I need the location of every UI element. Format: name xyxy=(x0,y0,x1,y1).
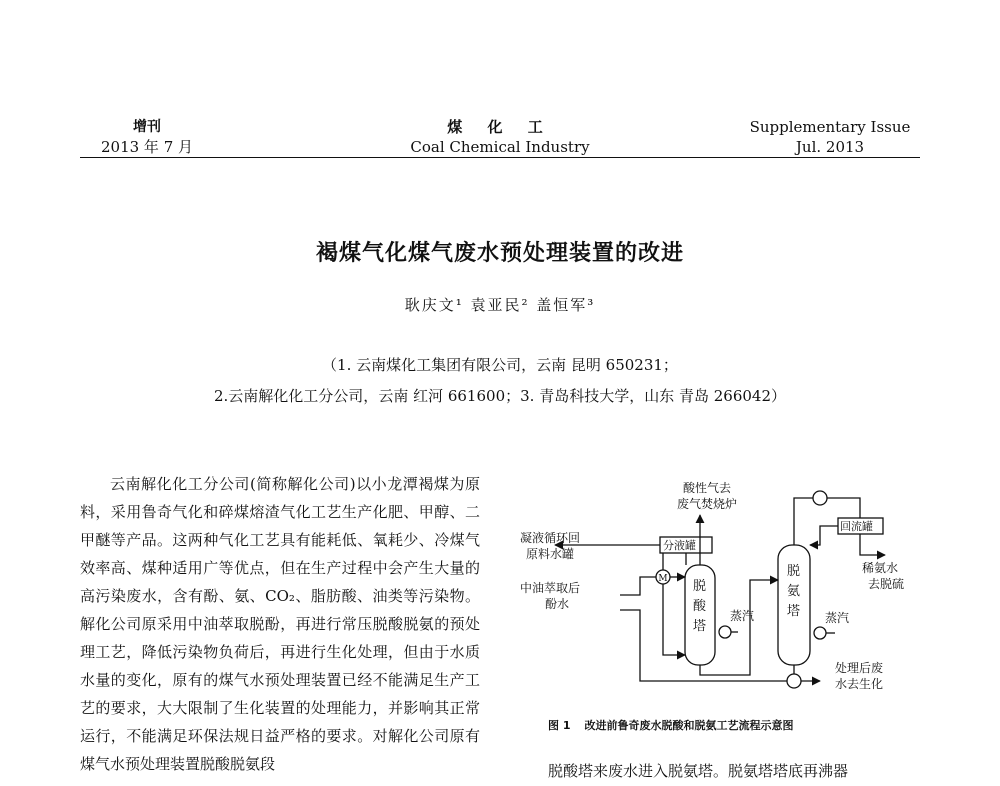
header-left xyxy=(92,117,202,157)
affiliation-1: （1. 云南煤化工集团有限公司，云南 昆明 650231； xyxy=(322,356,678,374)
label-acid-gas-2: 废气焚烧炉 xyxy=(677,497,738,511)
article-authors: 耿庆文¹ 袁亚民² 盖恒军³ xyxy=(404,296,596,314)
label-ammonia-2: 去脱硫 xyxy=(868,577,905,591)
affiliation-2: 2.云南解化化工分公司，云南 红河 661600；3. 青岛科技大学，山东 青岛 266042） xyxy=(214,387,786,405)
label-treated-2: 水去生化 xyxy=(835,677,884,691)
body-column-right: 脱酸塔来废水进入脱氨塔。脱氨塔塔底再沸器 xyxy=(548,762,849,780)
label-deacid-1: 脱 xyxy=(693,579,707,594)
article-title: 褐煤气化煤气废水预处理装置的改进 xyxy=(315,241,684,266)
date-en: Jul. 2013 xyxy=(795,138,865,156)
process-flow-diagram xyxy=(520,470,940,720)
reboiler-1-icon xyxy=(719,626,731,638)
header-rule xyxy=(80,157,920,158)
body-column-left xyxy=(80,470,480,786)
header-right xyxy=(740,117,920,157)
bottom-exchanger-icon xyxy=(787,674,801,688)
label-deammonia-3: 塔 xyxy=(787,604,801,619)
label-deammonia-2: 氨 xyxy=(787,584,801,599)
label-feed-1: 中油萃取后 xyxy=(520,581,581,595)
label-reflux-tank: 回流罐 xyxy=(840,520,873,533)
label-treated-1: 处理后废 xyxy=(835,661,884,675)
m-symbol: M xyxy=(658,574,668,584)
journal-cn: 煤 化 工 xyxy=(447,118,553,136)
label-acid-gas-1: 酸性气去 xyxy=(683,481,732,495)
condenser-icon xyxy=(813,491,827,505)
label-separator: 分液罐 xyxy=(663,539,696,552)
label-deammonia-1: 脱 xyxy=(787,564,801,579)
date-cn: 2013 年 7 月 xyxy=(100,138,194,156)
label-feed-2: 酚水 xyxy=(545,597,570,611)
label-steam-1: 蒸汽 xyxy=(730,609,755,623)
label-condensate-1: 凝液循环回 xyxy=(520,531,581,545)
figure-caption xyxy=(548,717,928,733)
issue-en: Supplementary Issue xyxy=(749,118,911,136)
label-ammonia-1: 稀氨水 xyxy=(862,561,899,575)
label-deacid-2: 酸 xyxy=(693,599,707,614)
caption-number: 图 1 xyxy=(548,719,571,732)
issue-cn: 增刊 xyxy=(133,119,161,135)
label-deacid-3: 塔 xyxy=(693,619,707,634)
header-center xyxy=(380,117,620,157)
journal-en: Coal Chemical Industry xyxy=(410,138,590,156)
reboiler-2-icon xyxy=(814,627,826,639)
label-condensate-2: 原料水罐 xyxy=(526,547,575,561)
caption-text: 改进前鲁奇废水脱酸和脱氨工艺流程示意图 xyxy=(584,719,794,732)
process-flow-figure xyxy=(520,470,940,720)
body-paragraph: 云南解化化工分公司(简称解化公司)以小龙潭褐煤为原料，采用鲁奇气化和碎煤熔渣气化工艺生产化肥、甲醇、二甲醚等产品。这两种气化工艺具有能耗低、氧耗少、冷煤气效率高、煤种适用广等优点，但在生产过程中会产生大量的高污染废水，含有酚、氨、CO₂、脂肪酸、油类等污染物。解化公司原采用中油萃取脱酚，再进行常压脱酸脱氨的预处理工艺，降低污染物负荷后，再进行生化处理，但由于水质水量的变化，原有的煤气水预处理装置已经不能满足生产工艺的要求，大大限制了生化装置的处理能力，并影响其正常运行，不能满足环保法规日益严格的要求。对解化公司原有煤气水预处理装置脱酸脱氨段 xyxy=(80,475,480,773)
label-steam-2: 蒸汽 xyxy=(825,611,850,625)
